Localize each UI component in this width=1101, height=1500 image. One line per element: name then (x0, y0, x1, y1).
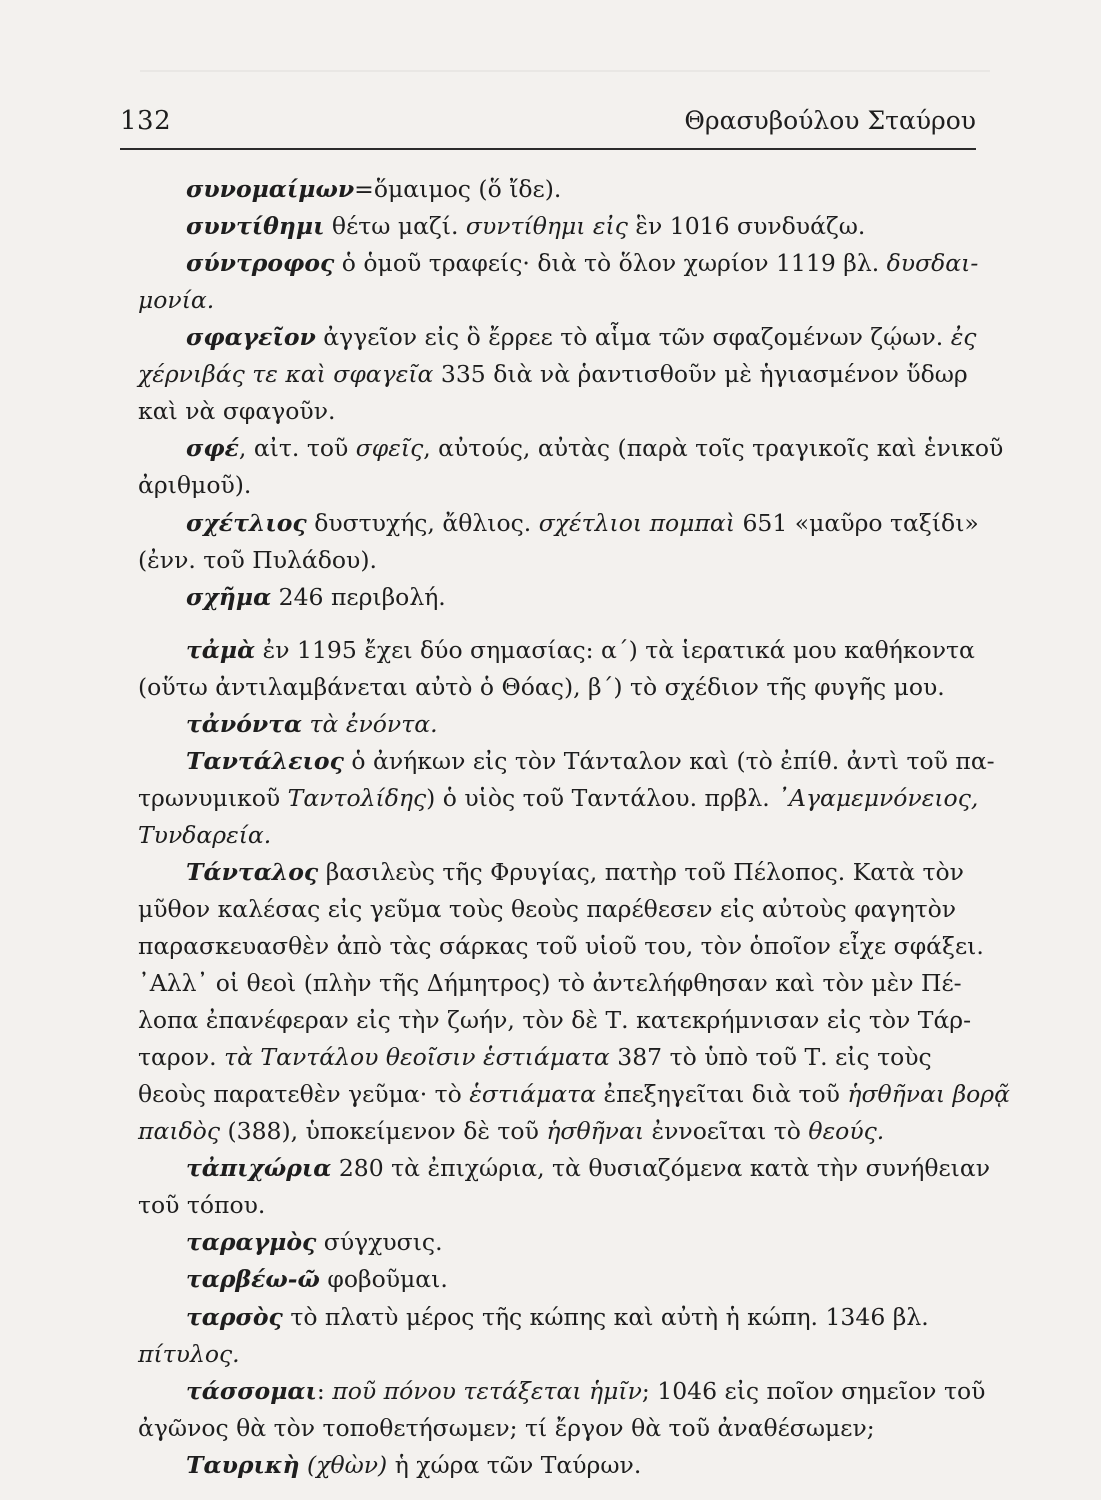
text-line (138, 820, 271, 850)
headword: συνομαίμων (186, 175, 355, 203)
text-line (138, 1376, 985, 1406)
text-line (138, 672, 945, 702)
headword: σύντροφος (186, 249, 335, 278)
text-line (138, 1116, 884, 1146)
line-text: φοβοῦμαι. (319, 1265, 448, 1294)
line-text: ταρον. (138, 1043, 225, 1072)
text-line (138, 1190, 265, 1220)
headword: τἀπιχώρια (186, 1154, 332, 1183)
line-text: παρασκευασθὲν ἀπὸ τὰς σάρκας τοῦ υἱοῦ του, τὸν ὁποῖον εἶχε σφάξει. (138, 932, 984, 960)
line-text: ἡσθῆναι βορᾷ (847, 1080, 1010, 1109)
line-text: μονία. (138, 286, 215, 315)
text-line (138, 635, 975, 665)
line-text: 280 τὰ ἐπιχώρια, τὰ θυσιαζόμενα κατὰ τὴν συνήθειαν (331, 1154, 991, 1183)
line-text: =ὅμαιμος (ὅ ἴδε). (354, 175, 562, 203)
text-line (138, 359, 968, 389)
headword: τἀνόντα (186, 709, 303, 738)
text-line (138, 508, 979, 538)
line-text: δυσδαι- (886, 249, 979, 278)
text-line (138, 545, 377, 575)
headword: ταρβέω-ῶ (186, 1265, 320, 1294)
headword: ταρσὸς (186, 1302, 283, 1331)
line-text: τοῦ τόπου. (138, 1191, 266, 1220)
line-text: μῦθον καλέσας εἰς γεῦμα τοὺς θεοὺς παρέθεσεν εἰς αὐτοὺς φαγητὸν (138, 894, 957, 923)
line-text: ἓν 1016 συνδυάζω. (627, 212, 866, 240)
line-text: 387 τὸ ὑπὸ τοῦ Τ. εἰς τοὺς (609, 1043, 932, 1072)
line-text: θέτω μαζί. (324, 212, 466, 240)
line-text: ἡ χώρα τῶν Ταύρων. (387, 1450, 642, 1479)
line-text: Ταντολίδης (287, 783, 427, 812)
line-text: ποῦ πόνου τετάξεται ἡμῖν (332, 1376, 642, 1405)
text-line (138, 1153, 990, 1183)
line-text: δυστυχής, ἄθλιος. (306, 508, 539, 537)
line-text: σφεῖς (355, 434, 424, 463)
line-text: λοπα ἐπανέφεραν εἰς τὴν ζωήν, τὸν δὲ Τ. κατεκρήμνισαν εἰς τὸν Τάρ- (138, 1006, 972, 1035)
line-text: (388), ὑποκείμενον δὲ τοῦ (220, 1117, 547, 1146)
headword: σχῆμα (186, 582, 272, 611)
text-line (138, 894, 956, 924)
line-text: ἐν 1195 ἔχει δύο σημασίας: α΄) τὰ ἱερατικά μου καθήκοντα (255, 635, 975, 664)
text-line (138, 1302, 929, 1332)
headword: Τάνταλος (186, 857, 319, 886)
text-line (138, 1042, 932, 1072)
text-line (138, 1413, 875, 1443)
headword: Ταντάλειος (186, 746, 344, 775)
headword: τάσσομαι (186, 1376, 317, 1405)
text-line (138, 211, 865, 241)
text-line (138, 1005, 971, 1035)
text-line (138, 746, 995, 776)
text-line (138, 1079, 1010, 1109)
line-text: θεούς. (808, 1117, 885, 1146)
line-text: ἀριθμοῦ). (138, 471, 252, 500)
page-number: 132 (120, 106, 172, 136)
text-line (138, 931, 984, 961)
running-head: Θρασυβούλου Σταύρου (684, 106, 976, 135)
line-text: , αὐτούς, αὐτὰς (παρὰ τοῖς τραγικοῖς καὶ ἑνικοῦ (423, 434, 1004, 463)
line-text: θεοὺς παρατεθὲν γεῦμα· τὸ (138, 1080, 470, 1109)
line-text: ἐννοεῖται τὸ (644, 1117, 809, 1146)
text-line (138, 322, 976, 352)
line-text: : (316, 1376, 333, 1405)
line-text: ἡσθῆναι (546, 1117, 645, 1146)
text-line (138, 582, 446, 612)
text-line (138, 396, 335, 426)
headword: Ταυρικὴ (186, 1450, 300, 1479)
line-text: , αἰτ. τοῦ (238, 434, 356, 463)
headword: τἀμὰ (186, 635, 256, 664)
line-text: ἐς (950, 323, 977, 352)
text-line (138, 709, 438, 739)
line-text: (ἐνν. τοῦ Πυλάδου). (138, 545, 377, 574)
bleed-through-line (140, 70, 990, 72)
line-text: (οὕτω ἀντιλαμβάνεται αὐτὸ ὁ Θόας), β΄) τὸ σχέδιον τῆς φυγῆς μου. (138, 672, 945, 701)
line-text: 246 περιβολή. (271, 582, 446, 611)
line-text: ἑστιάματα (469, 1080, 597, 1109)
text-line (138, 857, 964, 887)
line-text: σχέτλιοι πομπαὶ (538, 508, 735, 537)
line-text: σύγχυσις. (316, 1228, 443, 1257)
headword: σφαγεῖον (186, 323, 316, 352)
line-text: Τυνδαρεία. (138, 820, 272, 849)
line-text: ἐπεξηγεῖται διὰ τοῦ (596, 1080, 848, 1109)
line-text: χέρνιβάς τε καὶ σφαγεῖα (138, 360, 434, 389)
text-line (138, 1450, 641, 1480)
line-text: τὰ ἐνόντα. (302, 709, 438, 738)
line-text: ὁ ὁμοῦ τραφείς· διὰ τὸ ὅλον χωρίον 1119 βλ. (334, 249, 887, 278)
text-line (138, 968, 962, 998)
line-text: ᾿Αλλ᾿ οἱ θεοὶ (πλὴν τῆς Δήμητρος) τὸ ἀντελήφθησαν καὶ τὸν μὲν Πέ- (138, 969, 962, 997)
line-text: (χθὼν) (299, 1450, 388, 1479)
headword: σφέ (186, 434, 239, 463)
line-text: 651 «μαῦρο ταξίδι» (734, 508, 979, 537)
headword: συντίθημι (186, 212, 325, 240)
line-text: παιδὸς (138, 1117, 220, 1146)
line-text: ᾿Αγαμεμνόνειος, (777, 783, 979, 812)
line-text: ἀγῶνος θὰ τὸν τοποθετήσωμεν; τί ἔργον θὰ τοῦ ἀναθέσωμεν; (138, 1413, 875, 1442)
text-line (138, 285, 214, 315)
line-text: ἀγγεῖον εἰς ὃ ἔρρεε τὸ αἷμα τῶν σφαζομένων ζῴων. (315, 323, 951, 352)
line-text: ; 1046 εἰς ποῖον σημεῖον τοῦ (641, 1376, 986, 1405)
line-text: τὰ Ταντάλου θεοῖσιν ἑστιάματα (224, 1043, 610, 1072)
text-line (138, 433, 1003, 463)
line-text: τὸ πλατὺ μέρος τῆς κώπης καὶ αὐτὴ ἡ κώπη. 1346 βλ. (282, 1302, 929, 1331)
page-header (120, 106, 976, 142)
text-line (138, 248, 978, 278)
text-line (138, 1227, 443, 1257)
line-text: τρωνυμικοῦ (138, 783, 288, 812)
text-line (138, 1264, 448, 1294)
text-line (138, 783, 978, 813)
headword: ταραγμὸς (186, 1228, 317, 1257)
text-line (138, 174, 561, 204)
line-text: ὁ ἀνήκων εἰς τὸν Τάνταλον καὶ (τὸ ἐπίθ. ἀντὶ τοῦ πα- (343, 746, 995, 775)
headword: σχέτλιος (186, 508, 307, 537)
line-text: βασιλεὺς τῆς Φρυγίας, πατὴρ τοῦ Πέλοπος. Κατὰ τὸν (318, 857, 964, 886)
line-text: ) ὁ υἱὸς τοῦ Ταντάλου. πρβλ. (426, 783, 778, 812)
line-text: καὶ νὰ σφαγοῦν. (138, 397, 336, 426)
line-text: πίτυλος. (138, 1339, 240, 1368)
text-line (138, 470, 251, 500)
line-text: 335 διὰ νὰ ῥαντισθοῦν μὲ ἡγιασμένον ὕδωρ (433, 360, 968, 389)
line-text: συντίθημι εἰς (465, 212, 628, 240)
text-line (138, 1339, 240, 1369)
header-rule (120, 148, 976, 150)
